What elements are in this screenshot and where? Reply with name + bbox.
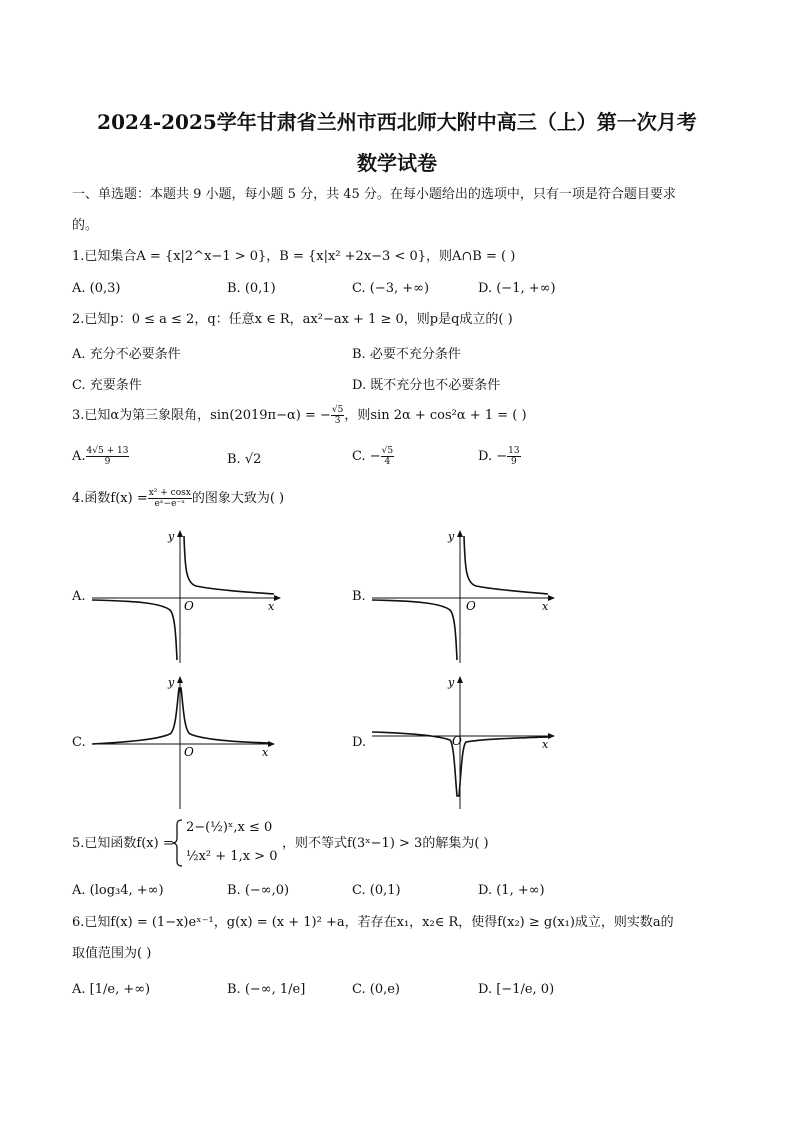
graph-c-x-arrow [268,741,275,747]
q2-option-d: D. 既不充分也不必要条件 [352,378,501,393]
q5-piece-2: ½x² + 1,x > 0 [186,849,278,864]
q5-option-c: C. (0,1) [352,883,401,898]
q4-stem-part2: 的图象大致为( ) [191,491,285,506]
q4-graph-d [366,674,566,814]
q1-option-c: C. (−3, +∞) [352,281,430,296]
q3-option-a-den: 9 [104,457,111,467]
q2-option-b: B. 必要不充分条件 [352,347,461,362]
q3-stem [72,405,527,426]
graph-b-x-arrow [548,595,555,601]
graph-a-y-arrow [177,530,183,537]
graph-d-x-label: x [542,738,549,751]
q3-option-a-prefix: A. [72,449,86,464]
q5-stem-part2: ，则不等式f(3ˣ−1) > 3的解集为( ) [282,836,489,851]
q3-option-d-fraction [507,446,520,467]
q3-stem-part1: 3.已知α为第三象限角，sin(2019π−α) = − [72,408,331,423]
q4-fraction [148,488,192,509]
q3-option-c [352,446,394,467]
graph-b-y-arrow [457,530,463,537]
q3-option-a-num: 4√5 + 13 [86,446,129,456]
graph-d-origin-label: O [452,734,462,748]
q4-graph-a [86,528,286,668]
q3-option-d-den: 9 [510,457,517,467]
graph-d-x-arrow [548,733,555,739]
q6-option-c: C. (0,e) [352,982,400,997]
q1-option-a: A. (0,3) [72,281,121,296]
paper-title-line2: 数学试卷 [357,151,437,175]
paper-title-line1: 2024-2025学年甘肃省兰州市西北师大附中高三（上）第一次月考 [97,110,697,134]
graph-d-y-arrow [457,676,463,683]
graph-b-curve-right [464,536,548,594]
graph-b-y-label: y [448,530,455,543]
graph-a-origin-label: O [184,599,194,613]
q3-option-c-num: √5 [381,446,394,456]
q2-option-c: C. 充要条件 [72,378,142,393]
q3-stem-part2: ，则sin 2α + cos²α + 1 = ( ) [344,408,527,423]
q4-graph-b [366,528,566,668]
q3-option-d-num: 13 [508,446,520,456]
q3-fraction-num: √5 [331,405,344,415]
q1-option-b: B. (0,1) [227,281,276,296]
q4-option-d-label: D. [352,735,367,750]
q5-option-b: B. (−∞,0) [227,883,290,898]
q3-fraction-den: 3 [334,416,341,426]
q3-option-d [478,446,521,467]
q3-option-b: B. √2 [227,452,262,467]
q2-option-a: A. 充分不必要条件 [72,347,181,362]
graph-a-curve-right [184,536,274,594]
graph-c-y-arrow [177,676,183,683]
section-heading-line1: 一、单选题：本题共 9 小题，每小题 5 分，共 45 分。在每小题给出的选项中，只有一项是符合题目要求 [72,187,676,202]
section-heading-line2: 的。 [72,218,99,233]
graph-c-y-label: y [168,676,175,689]
graph-a-y-label: y [168,530,175,543]
q5-brace [170,818,184,868]
q4-graph-c [86,674,286,814]
q4-stem-part1: 4.函数f(x) = [72,491,148,506]
q3-option-c-prefix: C. − [352,449,381,464]
graph-d-y-label: y [448,676,455,689]
q3-option-a-fraction [86,446,130,467]
graph-b-x-label: x [542,600,549,613]
q5-piece-1: 2−(½)ˣ,x ≤ 0 [186,820,273,835]
q6-option-b: B. (−∞, 1/e] [227,982,306,997]
q3-fraction [331,405,344,426]
q4-option-a-label: A. [72,589,86,604]
q3-option-c-den: 4 [384,457,391,467]
q1-option-d: D. (−1, +∞) [478,281,556,296]
q4-fraction-den: eˣ−e⁻ˣ [154,499,186,509]
q4-option-c-label: C. [72,735,86,750]
graph-c-x-label: x [262,746,269,759]
graph-b-origin-label: O [466,599,476,613]
q4-option-b-label: B. [352,589,366,604]
q6-stem-line1: 6.已知f(x) = (1−x)eˣ⁻¹，g(x) = (x + 1)² +a，若存在x₁，x₂∈ R，使得f(x₂) ≥ g(x₁)成立，则实数a的 [72,915,674,930]
q1-stem: 1.已知集合A = {x|2^x−1 > 0}，B = {x|x² +2x−3 < 0}，则A∩B = ( ) [72,249,516,264]
q5-option-d: D. (1, +∞) [478,883,545,898]
graph-a-curve-left [92,600,177,660]
q6-stem-line2: 取值范围为( ) [72,946,152,961]
graph-a-x-arrow [274,595,281,601]
q4-fraction-num: x² + cosx [148,488,191,498]
q3-option-a [72,446,129,467]
q3-option-d-prefix: D. − [478,449,508,464]
q4-stem [72,488,284,509]
graph-c-origin-label: O [184,745,194,759]
graph-b-curve-left [372,600,457,660]
q3-option-c-fraction [381,446,394,467]
graph-a-x-label: x [268,600,275,613]
q5-option-a: A. (log₃4, +∞) [72,883,164,898]
q2-stem: 2.已知p：0 ≤ a ≤ 2，q：任意x ∈ R，ax²−ax + 1 ≥ 0，则p是q成立的( ) [72,312,513,327]
q5-stem-part1: 5.已知函数f(x) = [72,836,174,851]
q6-option-d: D. [−1/e, 0) [478,982,555,997]
q6-option-a: A. [1/e, +∞) [72,982,151,997]
